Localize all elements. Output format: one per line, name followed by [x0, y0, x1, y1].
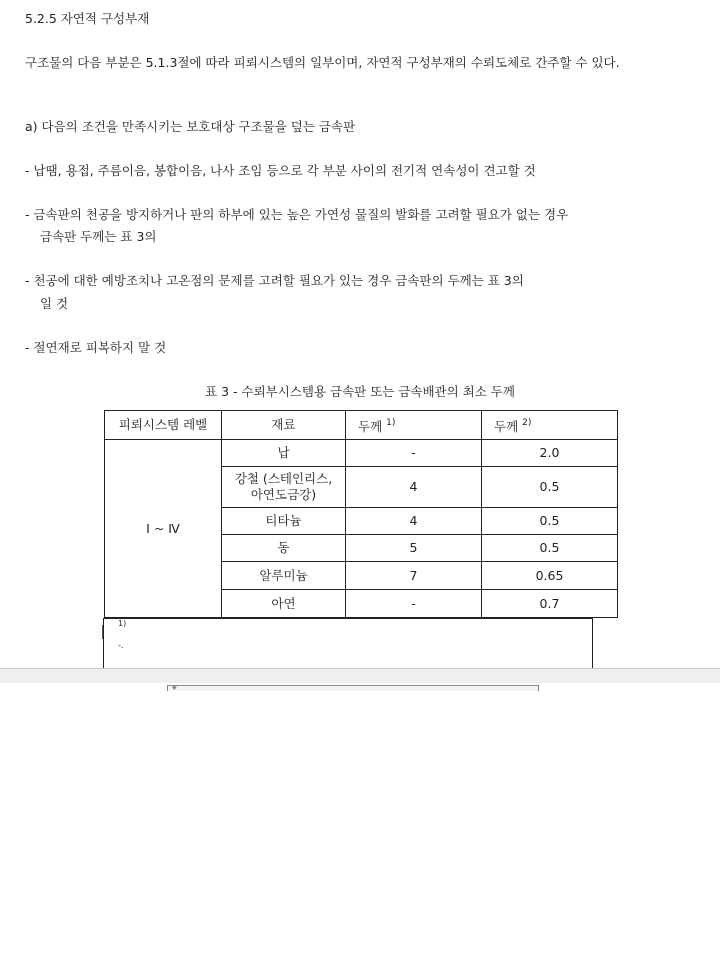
table-caption: 표 3 - 수뢰부시스템용 금속판 또는 금속배관의 최소 두께 [205, 384, 515, 399]
cell-thickness-1: - [346, 440, 482, 467]
lower-pane [0, 683, 720, 960]
cell-thickness-2: 0.5 [482, 535, 618, 562]
cell-thickness-1: - [346, 590, 482, 618]
cell-material: 아연 [222, 590, 346, 618]
header-thickness-1: 두께 $^{1)}$ [346, 411, 482, 440]
text-cursor [102, 625, 103, 639]
cell-thickness-2: 0.5 [482, 467, 618, 508]
pane-splitter[interactable] [0, 668, 720, 684]
list-item-a: a) 다음의 조건을 만족시키는 보호대상 구조물을 덮는 금속판 [25, 119, 356, 134]
section-heading: 5.2.5 자연적 구성부재 [25, 11, 150, 26]
note-mark-1: 1) [118, 619, 127, 628]
header-thickness-2: 두께 $^{2)}$ [482, 411, 618, 440]
table-row [105, 440, 618, 467]
cell-thickness-2: 0.5 [482, 508, 618, 535]
bullet-hotspot-cont: 일 것 [40, 296, 69, 311]
level-span-cell: Ⅰ ~ Ⅳ [105, 440, 222, 618]
intro-paragraph: 구조물의 다음 부분은 5.1.3절에 따라 피뢰시스템의 일부이며, 자연적 구성부재의 수뢰도체로 간주할 수 있다. [25, 55, 620, 70]
cell-thickness-1: 5 [346, 535, 482, 562]
bullet-no-perforation-cont: 금속판 두께는 표 3의 [40, 229, 157, 244]
table-header-row [105, 411, 618, 440]
cell-material: 강철 (스테인리스, 아연도금강) [222, 467, 346, 508]
note-mark-2: -. [118, 641, 124, 650]
object-icon: ◆ [172, 684, 177, 691]
header-material: 재료 [222, 411, 346, 440]
cell-thickness-1: 7 [346, 562, 482, 590]
cell-thickness-2: 0.65 [482, 562, 618, 590]
embedded-object-frame[interactable] [167, 685, 539, 691]
bullet-no-perforation: - 금속판의 천공을 방지하거나 판의 하부에 있는 높은 가연성 물질의 발화를 고려할 필요가 없는 경우 [25, 207, 569, 222]
bullet-hotspot: - 천공에 대한 예방조치나 고온점의 문제를 고려할 필요가 있는 경우 금속판의 두께는 표 3의 [25, 273, 524, 288]
cell-material: 동 [222, 535, 346, 562]
table-notes-area[interactable] [103, 618, 593, 668]
cell-material: 알루미늄 [222, 562, 346, 590]
cell-thickness-1: 4 [346, 467, 482, 508]
header-level: 피뢰시스템 레벨 [105, 411, 222, 440]
bullet-continuity: - 납땜, 용접, 주름이음, 봉합이음, 나사 조임 등으로 각 부분 사이의 전기적 연속성이 견고할 것 [25, 163, 536, 178]
cell-thickness-1: 4 [346, 508, 482, 535]
thickness-table [104, 410, 618, 618]
cell-thickness-2: 0.7 [482, 590, 618, 618]
bullet-no-insulation: - 절연재로 피복하지 말 것 [25, 340, 167, 355]
cell-material: 티타늄 [222, 508, 346, 535]
cell-thickness-2: 2.0 [482, 440, 618, 467]
cell-material: 납 [222, 440, 346, 467]
